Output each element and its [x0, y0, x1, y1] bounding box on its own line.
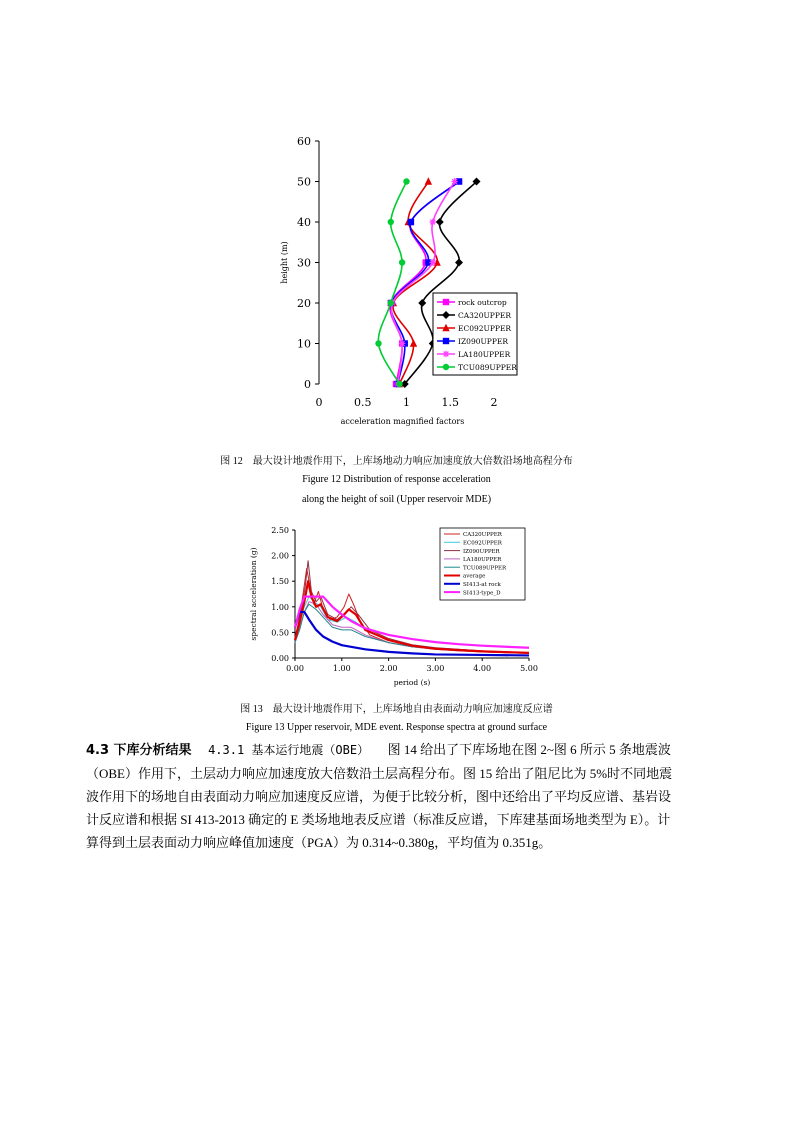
legend-marker: [443, 351, 449, 357]
y-tick-label: 0.00: [271, 654, 289, 663]
data-point: [410, 339, 417, 346]
data-point: [436, 218, 444, 226]
data-point: [455, 259, 463, 267]
legend-entry: SI413-at rock: [463, 582, 501, 588]
figure-13-caption-cn: 图 13 最大设计地震作用下，上库场地自由表面动力响应加速度反应谱: [240, 704, 553, 715]
x-axis-label: period (s): [393, 678, 431, 687]
figure-12-caption-en-1: Figure 12 Distribution of response acceleration: [302, 474, 491, 485]
x-tick-label: 1.00: [332, 664, 351, 673]
body-line-2: （OBE）作用下，土层动力响应加速度放大倍数沿土层高程分布。图 15 给出了阻尼比为 5%时不同地震: [86, 766, 673, 781]
legend-entry: LA180UPPER: [458, 350, 511, 359]
data-point: [408, 219, 414, 225]
y-tick-label: 0: [304, 378, 311, 391]
legend-entry: TCU089UPPER: [458, 363, 517, 372]
legend-box: [440, 528, 525, 600]
series-line: [393, 182, 437, 385]
legend-marker: [443, 338, 449, 344]
x-tick-label: 0.5: [354, 396, 372, 409]
legend-entry: IZ090UPPER: [463, 548, 500, 555]
x-tick-label: 5.00: [520, 664, 538, 673]
legend-entry: rock outcrop: [458, 298, 507, 307]
figure-12-caption-en-2: along the height of soil (Upper reservoir MDE): [301, 494, 492, 505]
figure-12-caption-cn: 图 12 最大设计地震作用下，上库场地动力响应加速度放大倍数沿场地高程分布: [220, 456, 573, 467]
x-tick-label: 2: [490, 396, 498, 409]
figure-12-chart: [270, 130, 530, 430]
x-tick-label: 0: [315, 396, 323, 409]
data-point: [388, 219, 394, 225]
y-tick-label: 2.50: [271, 526, 289, 535]
data-point: [375, 340, 381, 346]
figure-13-chart: [240, 522, 540, 687]
legend-entry: SI413-type_D: [463, 590, 501, 597]
section-text: [86, 738, 716, 854]
legend-entry: average: [463, 573, 486, 580]
body-line-4: 计反应谱和根据 SI 413-2013 确定的 E 类场地地表反应谱（标准反应谱，下库建基面场地类型为 E）。计: [86, 812, 671, 827]
y-axis-label: height (m): [280, 241, 289, 284]
legend-entry: CA320UPPER: [458, 311, 512, 320]
section-heading: 4.3 下库分析结果: [86, 743, 192, 758]
x-tick-label: 4.00: [473, 664, 492, 673]
x-tick-label: 0.00: [286, 664, 304, 673]
legend-entry: LA180UPPER: [463, 557, 502, 564]
y-tick-label: 0.50: [271, 628, 289, 638]
data-point: [399, 259, 405, 265]
legend-marker: [443, 364, 449, 370]
legend-entry: CA320UPPER: [463, 532, 502, 539]
y-tick-label: 50: [297, 175, 311, 189]
data-point: [403, 178, 409, 184]
legend: [440, 528, 525, 600]
figure-13-caption-en: Figure 13 Upper reservoir, MDE event. Response spectra at ground surface: [245, 722, 548, 733]
data-point: [388, 300, 394, 306]
x-tick-label: 2.00: [379, 664, 398, 673]
body-line-5: 算得到土层表面动力响应峰值加速度（PGA）为 0.314~0.380g，平均值为 0.351g。: [86, 835, 552, 850]
data-point: [418, 299, 426, 307]
y-tick-label: 2.00: [271, 551, 289, 561]
y-tick-label: 1.00: [271, 602, 289, 612]
y-tick-label: 10: [297, 337, 311, 351]
body-line-3: 波作用下的场地自由表面动力响应加速度反应谱，为便于比较分析，图中还给出了平均反应谱、基岩设: [86, 789, 672, 804]
y-tick-label: 40: [297, 216, 311, 229]
data-point: [399, 340, 405, 346]
legend-marker: [443, 299, 449, 305]
y-tick-label: 20: [297, 297, 311, 310]
legend-entry: IZ090UPPER: [458, 337, 509, 346]
legend-entry: EC092UPPER: [458, 324, 512, 333]
data-point: [425, 177, 432, 184]
body-line-1: 图 14 给出了下库场地在图 2~图 6 所示 5 条地震波: [387, 742, 671, 757]
text-line-1: [86, 738, 716, 762]
legend-entry: EC092UPPER: [463, 540, 502, 547]
y-tick-label: 30: [297, 256, 311, 270]
data-point: [451, 178, 457, 184]
y-axis-label: spectral acceleration (g): [249, 547, 258, 641]
x-tick-label: 3.00: [426, 664, 445, 673]
data-point: [396, 381, 402, 387]
subsection-heading: 4.3.1 基本运行地震（OBE）: [208, 743, 370, 757]
x-tick-label: 1.5: [441, 396, 459, 409]
x-tick-label: 1: [403, 396, 410, 409]
y-tick-label: 60: [297, 135, 311, 148]
legend-entry: TCU089UPPER: [463, 565, 507, 572]
legend: [433, 293, 517, 375]
data-point: [430, 259, 436, 265]
y-tick-label: 1.50: [271, 577, 289, 587]
data-point: [430, 219, 436, 225]
x-axis-label: acceleration magnified factors: [340, 417, 465, 426]
